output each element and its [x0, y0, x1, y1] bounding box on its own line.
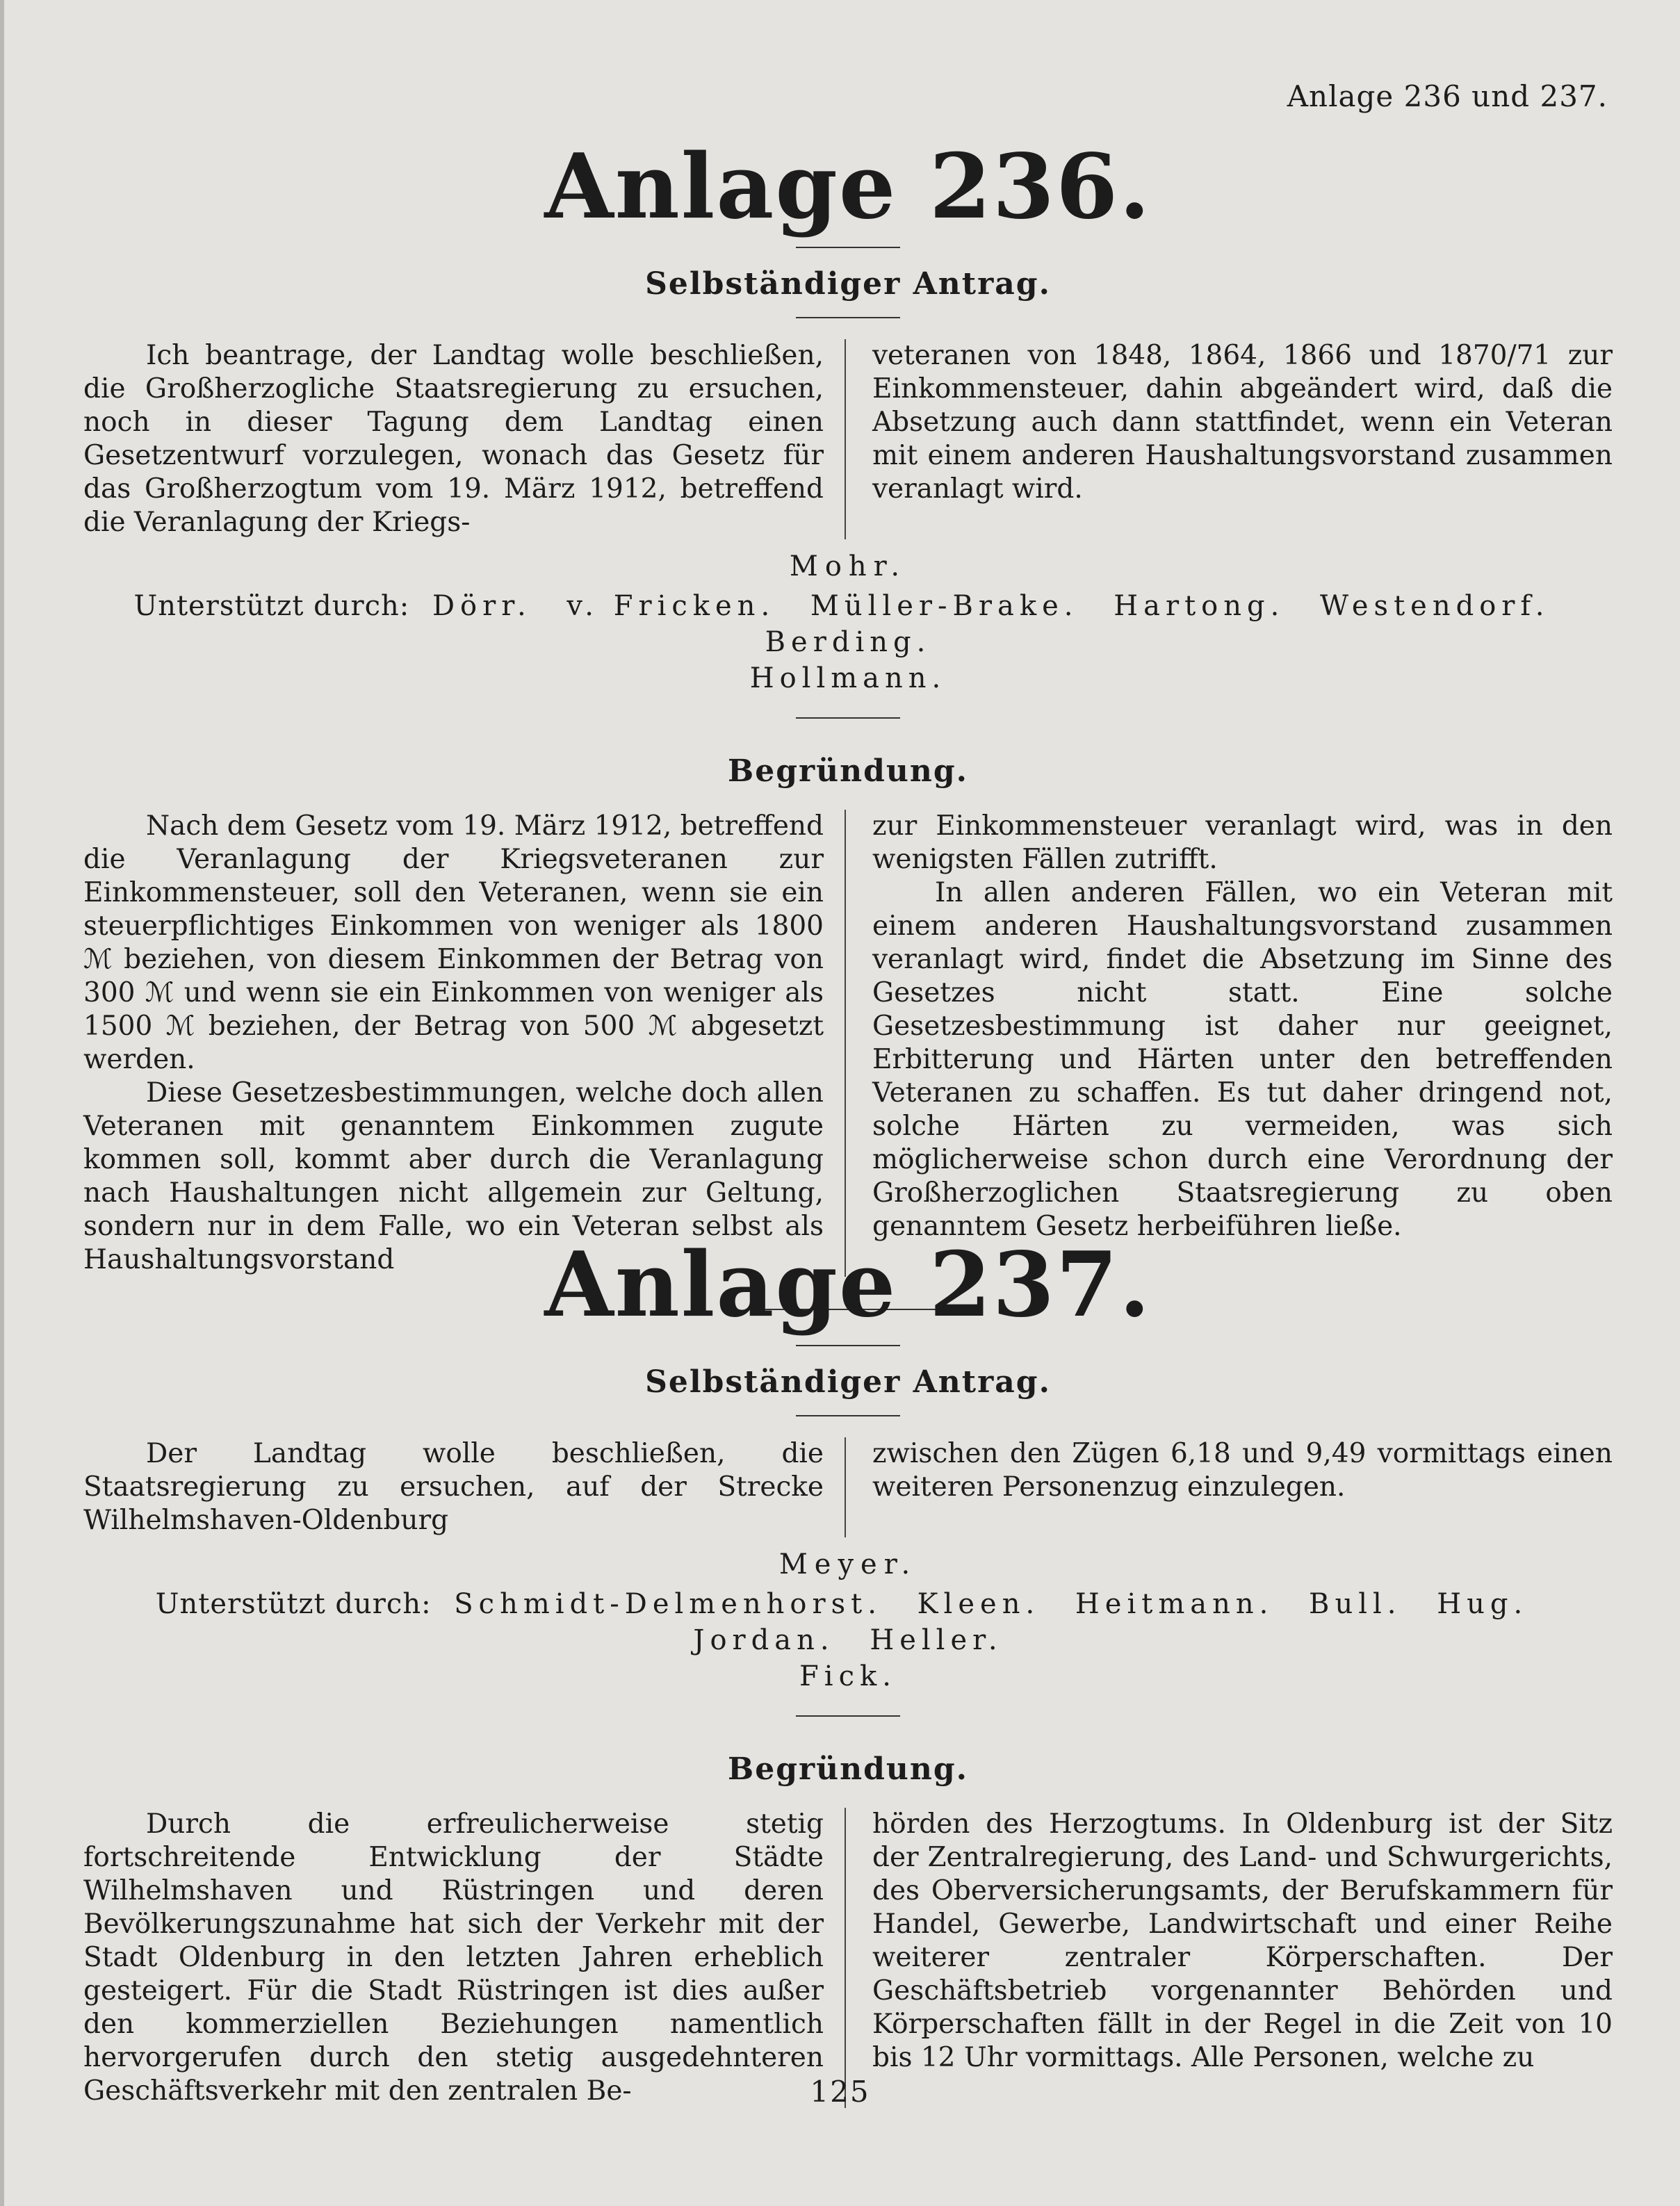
antrag-left-column — [83, 1437, 824, 1537]
anlage-237-title: Anlage 237. — [544, 1233, 1152, 1337]
antrag-paragraph: Der Landtag wolle beschließen, die Staatsregierung zu ersuchen, auf der Strecke Wilhelmshaven-Oldenburg — [83, 1438, 824, 1536]
begruendung-right-column — [872, 810, 1613, 1277]
begruendung-paragraph-cont: zur Einkommensteuer veranlagt wird, was in den wenigsten Fällen zutrifft. — [872, 810, 1613, 875]
anlage-236-title: Anlage 236. — [544, 135, 1152, 239]
subtitle-rule — [796, 1415, 900, 1416]
supporter-name: Dörr. — [432, 590, 532, 622]
supporter-name: Fick. — [799, 1660, 897, 1692]
begruendung-heading: Begründung. — [728, 753, 968, 789]
antrag-right-column — [872, 1437, 1613, 1537]
begruendung-paragraph: Diese Gesetzesbestimmungen, welche doch allen Veteranen mit genanntem Einkommen zugute kommen soll, kommt aber durch die Veranlagung nach Haushaltungen nicht allgemein zur Geltung, sondern nur in dem Falle, wo ein Veteran selbst als Haushaltungsvorstand — [83, 1077, 824, 1275]
column-rule — [845, 339, 846, 539]
supporter-name: Berding. — [765, 626, 931, 658]
begruendung-left-column — [83, 1808, 824, 2108]
begruendung-paragraph: Durch die erfreulicherweise stetig fortschreitende Entwicklung der Städte Wilhelmshaven und Rüstringen und deren Bevölkerungszunahme hat sich der Verkehr mit der Stadt Oldenburg in den letzten Jahren erheblich gesteigert. Für die Stadt Rüstringen ist dies außer den kommerziellen Beziehungen namentlich hervorgerufen durch den stetig ausgedehnteren Geschäftsverkehr mit den zentralen Be- — [83, 1808, 824, 2107]
supporters-line — [83, 1586, 1613, 1694]
supporter-name: Heitmann. — [1075, 1588, 1274, 1620]
begruendung-heading: Begründung. — [728, 1751, 968, 1787]
subtitle-rule — [796, 317, 900, 318]
antrag-paragraph-cont: zwischen den Zügen 6,18 und 9,49 vormittags einen weiteren Personenzug einzulegen. — [872, 1438, 1613, 1503]
anlage-237-section — [83, 1233, 1613, 2108]
antrag-heading: Selbständiger Antrag. — [645, 266, 1051, 302]
title-rule — [796, 247, 900, 248]
begruendung-paragraph-cont: hörden des Herzogtums. In Oldenburg ist der Sitz der Zentralregierung, des Land- und Schwurgerichts, des Oberversicherungsamts, der Berufskammern für Handel, Gewerbe, Landwirtschaft und einer Reihe weiterer zentraler Körperschaften. Der Geschäftsbetrieb vorgenannter Behörden und Körperschaften fällt in der Regel in die Zeit von 10 bis 12 Uhr vormittags. Alle Personen, welche zu — [872, 1808, 1613, 2073]
signer: Meyer. — [778, 1549, 918, 1580]
section-rule — [796, 1715, 900, 1717]
supporter-name: v. Fricken. — [566, 590, 776, 622]
support-label: Unterstützt durch: — [155, 1588, 432, 1620]
supporter-name: Hollmann. — [749, 662, 947, 694]
page-number: 125 — [810, 2075, 870, 2109]
antrag-right-column — [872, 339, 1613, 539]
section-rule — [796, 717, 900, 719]
title-rule — [796, 1345, 900, 1346]
signer: Mohr. — [789, 550, 907, 582]
begruendung-text — [83, 810, 1613, 1277]
supporter-name: Kleen. — [917, 1588, 1041, 1620]
column-rule — [845, 810, 846, 1277]
column-rule — [845, 1808, 846, 2108]
supporters-line — [83, 588, 1613, 696]
antrag-left-column — [83, 339, 824, 539]
supporter-name: Hug. — [1437, 1588, 1528, 1620]
supporter-name: Müller-Brake. — [810, 590, 1079, 622]
supporter-name: Hartong. — [1114, 590, 1285, 622]
antrag-text — [83, 1437, 1613, 1537]
column-rule — [845, 1437, 846, 1537]
begruendung-right-column — [872, 1808, 1613, 2108]
supporter-name: Bull. — [1309, 1588, 1402, 1620]
scan-edge — [0, 0, 4, 2206]
begruendung-paragraph: In allen anderen Fällen, wo ein Veteran mit einem anderen Haushaltungsvorstand zusammen veranlagt wird, findet die Absetzung im Sinne des Gesetzes nicht statt. Eine solche Gesetzesbestimmung ist daher nur geeignet, Erbitterung und Härten unter den betreffenden Veteranen zu schaffen. Es tut daher dringend not, solche Härten zu vermeiden, was sich möglicherweise schon durch eine Verordnung der Großherzoglichen Staatsregierung zu oben genanntem Gesetz herbeiführen ließe. — [872, 877, 1613, 1242]
support-label: Unterstützt durch: — [133, 590, 410, 622]
anlage-236-section — [83, 135, 1613, 1310]
supporter-name: Jordan. — [693, 1624, 835, 1656]
running-head: Anlage 236 und 237. — [1287, 79, 1608, 113]
begruendung-paragraph: Nach dem Gesetz vom 19. März 1912, betreffend die Veranlagung der Kriegsveteranen zur Einkommensteuer, soll den Veteranen, wenn sie ein steuerpflichtiges Einkommen von weniger als 1800 ℳ beziehen, von diesem Einkommen der Betrag von 300 ℳ und wenn sie ein Einkommen von weniger als 1500 ℳ beziehen, der Betrag von 500 ℳ abgesetzt werden. — [83, 810, 824, 1075]
supporter-name: Heller. — [870, 1624, 1003, 1656]
antrag-text — [83, 339, 1613, 539]
antrag-heading: Selbständiger Antrag. — [645, 1364, 1051, 1400]
begruendung-text — [83, 1808, 1613, 2108]
supporter-name: Westendorf. — [1320, 590, 1550, 622]
antrag-paragraph: Ich beantrage, der Landtag wolle beschließen, die Großherzogliche Staatsregierung zu ersuchen, noch in dieser Tagung dem Landtag einen Gesetzentwurf vorzulegen, wonach das Gesetz für das Großherzogtum vom 19. März 1912, betreffend die Veranlagung der Kriegs- — [83, 340, 824, 538]
antrag-paragraph-cont: veteranen von 1848, 1864, 1866 und 1870/71 zur Einkommensteuer, dahin abgeändert wird, daß die Absetzung auch dann stattfindet, wenn ein Veteran mit einem anderen Haushaltungsvorstand zusammen veranlagt wird. — [872, 340, 1613, 505]
supporter-name: Schmidt-Delmenhorst. — [454, 1588, 882, 1620]
begruendung-left-column — [83, 810, 824, 1277]
